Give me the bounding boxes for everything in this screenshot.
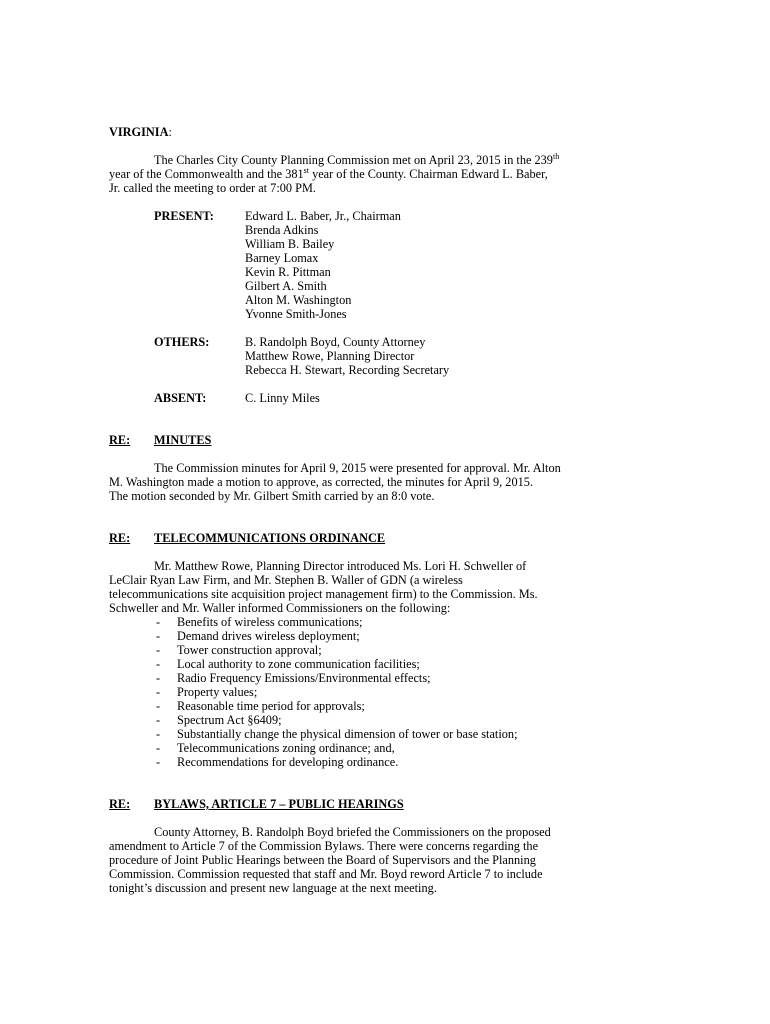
bylaws-line: procedure of Joint Public Hearings between the Board of Supervisors and the Planning [109, 853, 536, 867]
intro-line-1-text: The Charles City County Planning Commission met on April 23, 2015 in the 239 [154, 153, 553, 167]
bullet-dash: - [156, 671, 161, 685]
telecom-bullet: Tower construction approval; [177, 643, 322, 657]
intro-line-1 [154, 153, 559, 167]
present-member: Edward L. Baber, Jr., Chairman [245, 209, 401, 223]
bylaws-line: tonight’s discussion and present new language at the next meeting. [109, 881, 437, 895]
telecom-bullet: Recommendations for developing ordinance. [177, 755, 399, 769]
telecom-bullet: Benefits of wireless communications; [177, 615, 363, 629]
telecom-line: telecommunications site acquisition project management firm) to the Commission. Ms. [109, 587, 538, 601]
bullet-dash: - [156, 713, 161, 727]
minutes-line: The Commission minutes for April 9, 2015 were presented for approval. Mr. Alton [154, 461, 561, 475]
telecom-title: TELECOMMUNICATIONS ORDINANCE [154, 531, 386, 545]
bylaws-line: County Attorney, B. Randolph Boyd briefed the Commissioners on the proposed [154, 825, 551, 839]
intro-line-2-sup: st [303, 166, 309, 175]
intro-line-3: Jr. called the meeting to order at 7:00 PM. [109, 181, 316, 195]
telecom-bullet: Radio Frequency Emissions/Environmental effects; [177, 671, 431, 685]
minutes-line: M. Washington made a motion to approve, as corrected, the minutes for April 9, 2015. [109, 475, 533, 489]
intro-line-2 [109, 167, 548, 181]
state-colon: : [168, 125, 172, 139]
bullet-dash: - [156, 699, 161, 713]
others-label: OTHERS: [154, 335, 210, 349]
absent-member: C. Linny Miles [245, 391, 320, 405]
telecom-bullet: Substantially change the physical dimension of tower or base station; [177, 727, 518, 741]
present-member: William B. Bailey [245, 237, 335, 251]
absent-label: ABSENT: [154, 391, 207, 405]
telecom-bullet: Reasonable time period for approvals; [177, 699, 365, 713]
telecom-bullet: Demand drives wireless deployment; [177, 629, 360, 643]
intro-line-1-sup: th [552, 152, 560, 161]
telecom-re: RE: [109, 531, 131, 545]
present-member: Yvonne Smith-Jones [245, 307, 347, 321]
bylaws-re: RE: [109, 797, 131, 811]
others-member: B. Randolph Boyd, County Attorney [245, 335, 426, 349]
present-member: Barney Lomax [245, 251, 319, 265]
present-member: Gilbert A. Smith [245, 279, 327, 293]
intro-line-2-tail: year of the County. Chairman Edward L. Baber, [309, 167, 548, 181]
present-member: Alton M. Washington [245, 293, 352, 307]
bullet-dash: - [156, 727, 161, 741]
bullet-dash: - [156, 629, 161, 643]
bullet-dash: - [156, 741, 161, 755]
minutes-line: The motion seconded by Mr. Gilbert Smith carried by an 8:0 vote. [109, 489, 435, 503]
bylaws-line: amendment to Article 7 of the Commission Bylaws. There were concerns regarding the [109, 839, 539, 853]
bullet-dash: - [156, 657, 161, 671]
present-member: Kevin R. Pittman [245, 265, 331, 279]
minutes-re: RE: [109, 433, 131, 447]
bullet-dash: - [156, 755, 161, 769]
telecom-bullet: Local authority to zone communication facilities; [177, 657, 420, 671]
telecom-line: Mr. Matthew Rowe, Planning Director introduced Ms. Lori H. Schweller of [154, 559, 527, 573]
bullet-dash: - [156, 685, 161, 699]
state-name: VIRGINIA [109, 125, 169, 139]
telecom-line: Schweller and Mr. Waller informed Commissioners on the following: [109, 601, 451, 615]
telecom-bullet: Spectrum Act §6409; [177, 713, 282, 727]
telecom-line: LeClair Ryan Law Firm, and Mr. Stephen B. Waller of GDN (a wireless [109, 573, 463, 587]
others-member: Rebecca H. Stewart, Recording Secretary [245, 363, 450, 377]
present-label: PRESENT: [154, 209, 214, 223]
present-member: Brenda Adkins [245, 223, 319, 237]
bullet-dash: - [156, 615, 161, 629]
others-member: Matthew Rowe, Planning Director [245, 349, 415, 363]
intro-line-2-text: year of the Commonwealth and the 381 [109, 167, 304, 181]
minutes-title: MINUTES [154, 433, 212, 447]
telecom-bullet: Telecommunications zoning ordinance; and, [177, 741, 395, 755]
bylaws-title: BYLAWS, ARTICLE 7 – PUBLIC HEARINGS [154, 797, 404, 811]
state-heading [109, 125, 172, 139]
telecom-bullet: Property values; [177, 685, 258, 699]
bullet-dash: - [156, 643, 161, 657]
bylaws-line: Commission. Commission requested that staff and Mr. Boyd reword Article 7 to include [109, 867, 543, 881]
